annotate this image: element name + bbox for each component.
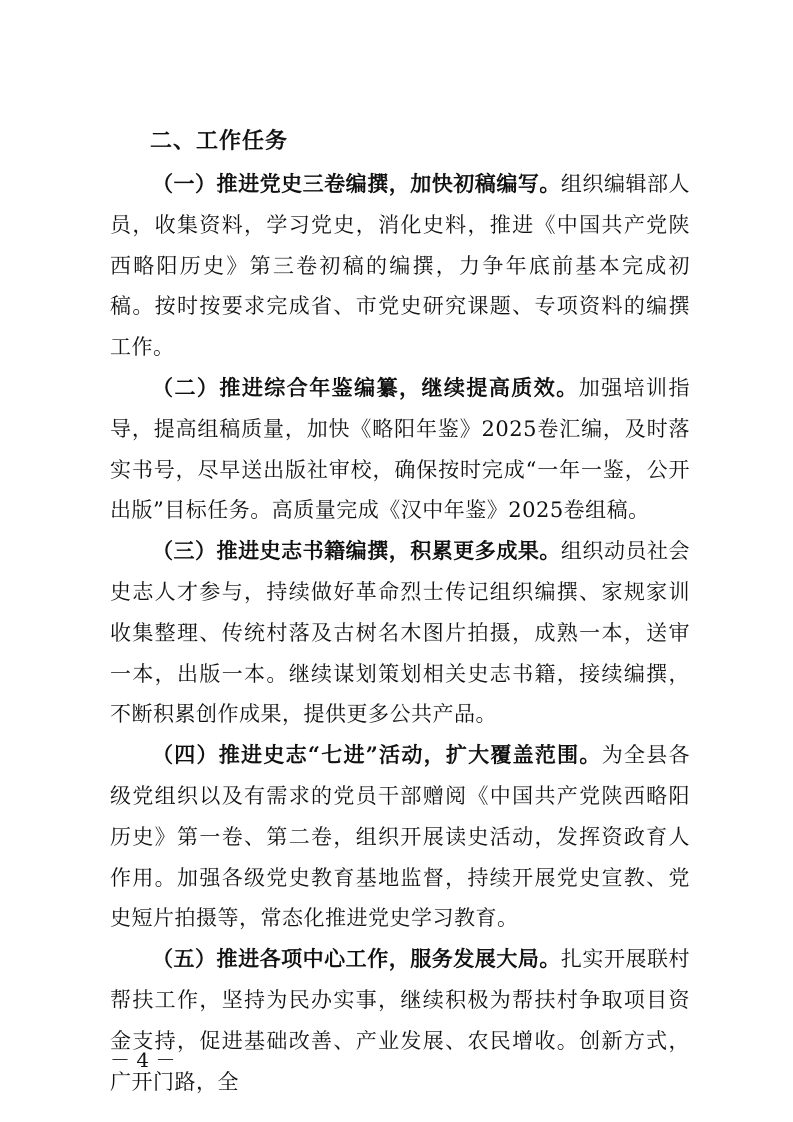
- paragraph-3-text: 组织动员社会史志人才参与，持续做好革命烈士传记组织编撰、家规家训收集整理、传统村落及古树名木图片拍摄，成熟一本，送审一本，出版一本。继续谋划策划相关史志书籍，接续编撰，不断积累创作成果，提供更多公共产品。: [110, 539, 691, 727]
- paragraph-4-text: 为全县各级党组织以及有需求的党员干部赠阅《中国共产党陕西略阳历史》第一卷、第二卷，组织开展读史活动，发挥资政育人作用。加强各级党史教育基地监督，持续开展党史宣教、党史短片拍摄等，常态化推进党史学习教育。: [110, 743, 690, 931]
- document-body: [110, 164, 690, 1102]
- section-heading: 二、工作任务: [150, 129, 289, 154]
- paragraph-4: [110, 735, 690, 939]
- paragraph-5: [110, 939, 690, 1102]
- paragraph-3-lead: （三）推进史志书籍编撰，积累更多成果。: [152, 538, 561, 564]
- paragraph-2-lead: （二）推进综合年鉴编纂，继续提高质效。: [152, 374, 579, 400]
- paragraph-5-lead: （五）推进各项中心工作，服务发展大局。: [152, 946, 561, 972]
- paragraph-1-text: 组织编辑部人员，收集资料，学习党史，消化史料，推进《中国共产党陕西略阳历史》第三卷初稿的编撰，力争年底前基本完成初稿。按时按要求完成省、市党史研究课题、专项资料的编撰工作。: [110, 172, 691, 360]
- paragraph-2-text: 加强培训指导，提高组稿质量，加快《略阳年鉴》2025卷汇编，及时落实书号，尽早送出版社审校，确保按时完成“一年一鉴，公开出版”目标任务。高质量完成《汉中年鉴》2025卷组稿。: [110, 375, 691, 523]
- paragraph-5-text: 扎实开展联村帮扶工作，坚持为民办实事，继续积极为帮扶村争取项目资金支持，促进基础改善、产业发展、农民增收。创新方式，广开门路，全: [110, 947, 691, 1094]
- paragraph-3: [110, 531, 690, 735]
- paragraph-1: [110, 164, 690, 368]
- paragraph-1-lead: （一）推进党史三卷编撰，加快初稿编写。: [152, 171, 561, 196]
- paragraph-4-lead: （四）推进史志“七进”活动，扩大覆盖范围。: [152, 742, 602, 768]
- page-number: － 4 －: [110, 1048, 176, 1072]
- paragraph-2: [110, 368, 690, 531]
